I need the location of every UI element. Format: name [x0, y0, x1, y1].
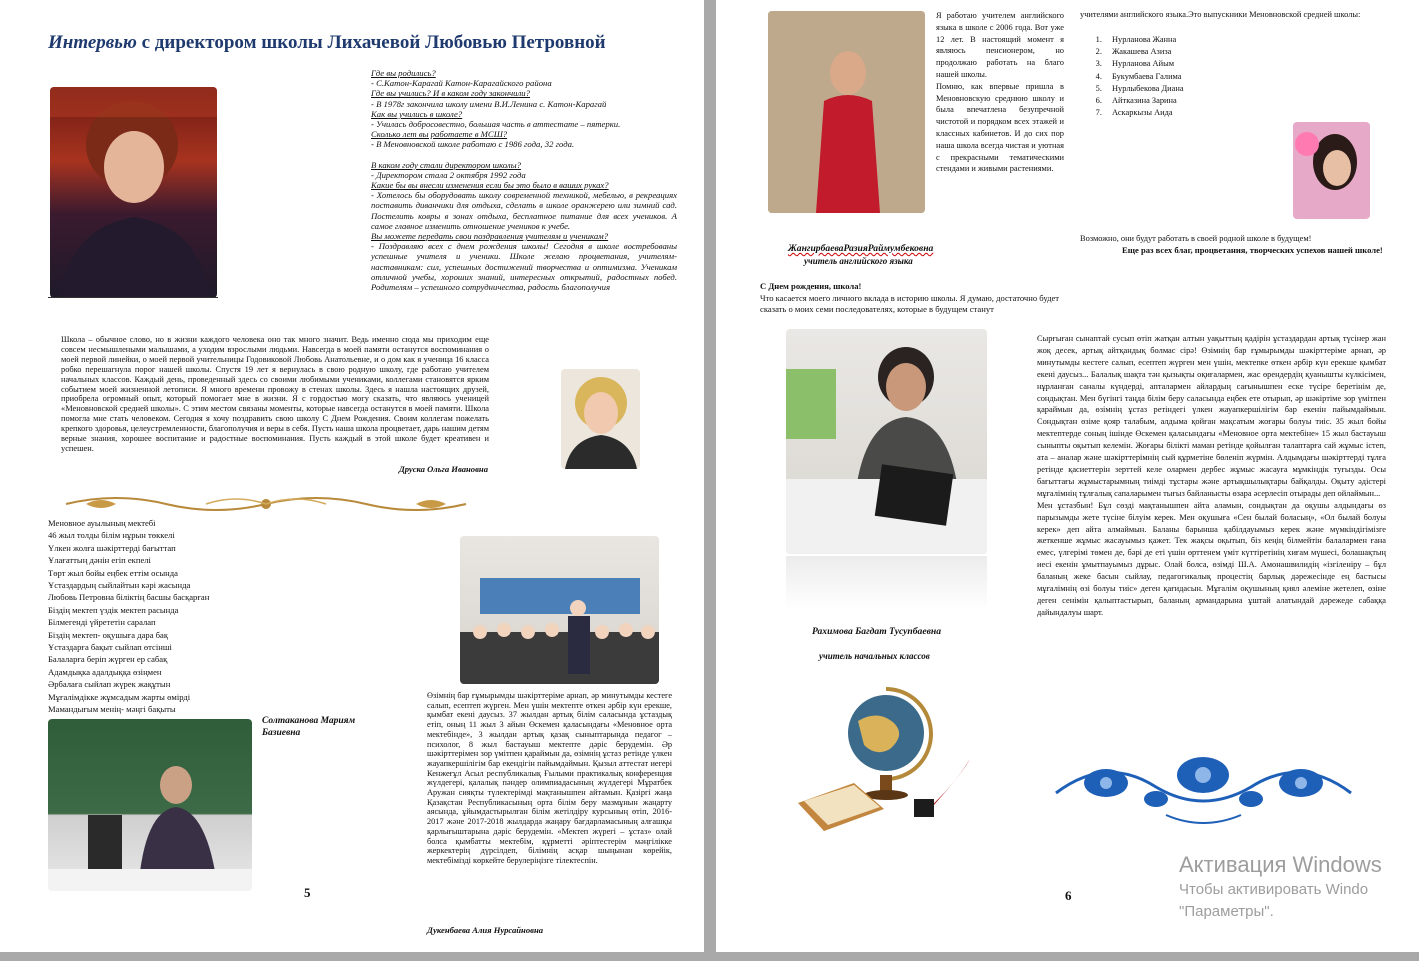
soltakanova-name: Солтаканова Мариям — [262, 716, 356, 726]
poem-line: Ұстаздарға бақыт сыйлап өтсінші — [48, 642, 172, 653]
primary-teacher-role: учитель начальных классов — [819, 651, 930, 661]
poem-line: Ұлағаттың дәнін егіп екпелі — [48, 555, 151, 566]
interview-answer: - В Меновновской школе работаю с 1986 года, 32 года. — [371, 139, 575, 150]
page-number-5: 5 — [304, 885, 311, 900]
interview-answer: - С.Катон-Карагай Катон-Карагайского района — [371, 78, 552, 89]
students-intro: учителями английского языка.Это выпускники Меновновской средней школы: — [1080, 10, 1361, 19]
interview-question: Где вы учились? И в каком году закончили? — [371, 88, 530, 99]
interview-question: Где вы родились? — [371, 68, 436, 78]
interview-answer: - Поздравляю всех с днем рождения школы! Сегодня в школе востребованы успешные учителя и ученики. Школе желаю процветания, учителям-наставникам: сил, успешных достижений творчества и оптимизма. Ученикам отличной учебы, хороших знаний, интересных открытий, радостных побед. Родителям – успешного сотрудничества, радость благополучия — [371, 241, 677, 293]
student-item: 2. Жакашева Азиза — [1104, 46, 1300, 58]
students-group-icon — [460, 536, 659, 684]
poem-line: Меновное ауылының мектебі — [48, 518, 156, 528]
interview-answer: - Хотелось бы оборудовать школу современной техникой, мебелью, в рекреациях поставить диванчики для отдыха, сделать в школе оранжерею или зимний сад. Постелить ковры в зонах отдыха, бесплатное питание для всех учеников. А самое главное изменить отношение учеников к учебе. — [371, 190, 677, 231]
graduate-photo — [1293, 122, 1370, 219]
wish-text: Еще раз всех благ, процветания, творческих успехов нашей школе! — [1122, 245, 1383, 255]
interview-question: Какие бы вы внесли изменения если бы это было в ваших руках? — [371, 180, 609, 191]
student-item: 5. Нурлыбекова Диана — [1104, 83, 1300, 95]
interview-title-rest: с директором школы Лихачевой Любовью Петровной — [136, 32, 606, 53]
activation-title: Активация Windows — [1179, 852, 1382, 877]
poem-line: Мұғалімдікке жұмсадым жарты өмірді — [48, 691, 191, 702]
photo-reflection — [786, 556, 987, 610]
english-teacher-role: учитель английского языка — [804, 256, 913, 266]
interview-question: Как вы учились в школе? — [371, 108, 463, 119]
student-item: 6. Айтказина Зарина — [1104, 95, 1300, 107]
graduate-portrait-icon — [1293, 122, 1370, 219]
interview-question: Вы можете передать свои поздравления учителям и ученикам? — [371, 231, 609, 242]
contribution-text: Что касается моего личного вклада в историю школы. Я думаю, достаточно будет сказать о моих семи последователях, которые в будущем станут — [760, 293, 1060, 315]
english-teacher-name: ЖангирбаеваРазияРаймумбековна — [788, 243, 934, 254]
poem-line: Мамандығым менің- мәңгі бақыты — [48, 704, 176, 715]
druska-essay: Школа – обычное слово, но в жизни каждого человека оно так много значит. Ведь именно сюда мы приходим еще совсем несмышлеными малышами, а уходим взрослыми людьми. Навсегда в моей памяти останутся воспоминания о моей первой линейки, о моей первой учительницы Годовиковой Любовь Анатольевне, и о дом как я ученица 16 класса робко перешагнула порог нашей школы. Спустя 19 лет я вернулась в свою родную школу, где работаю учителем начальных классов. Каждый день, проведенный здесь со своими любимыми учениками, коллегами становятся ярким событием моей жизненной летописи. Я много времени провожу в стенах школы. Здесь я нашла настоящих друзей, приобрела огромный опыт, который помогает мне в жизни. Я с гордостью могу сказать, что являюсь ученицей «Меновновской средней школы». С этим местом связаны моменты, которые навсегда останутся в моей памяти. Школа помогла мне стать человеком. Сегодня я хочу поздравить свою школу С Днем Рождения. Своим коллегам пожелать крепкого здоровья, целеустремленности, благополучия и веры в себя. Пусть наша школа процветает, дарь нашим детям верные знания, хорошее воспитание и радостные воспоминания. Пусть каждый в этой школе будет креативен и успешен. — [61, 335, 489, 453]
activation-line1: Чтобы активировать Windo — [1179, 881, 1369, 898]
gzhel-ornament-icon — [1046, 735, 1361, 835]
english-teacher-portrait-icon — [768, 11, 925, 213]
primary-teacher-photo — [786, 329, 987, 554]
poem-line: Білмегенді үйрететін саралап — [48, 617, 156, 628]
student-item: 3. Нурланова Айым — [1104, 58, 1300, 70]
student-item: 7. Аскаркызы Аида — [1104, 107, 1300, 119]
interview-question: В каком году стали директором школы? — [371, 159, 521, 170]
activation-line2: "Параметры". — [1179, 903, 1274, 920]
page-5 — [0, 0, 704, 952]
page-6 — [716, 0, 1419, 952]
students-list — [1080, 34, 1300, 119]
windows-activation-watermark — [1179, 851, 1419, 923]
soltakanova-portrait-icon — [48, 719, 252, 891]
poem-line: Любовь Петровна біліктің басшы басқарған — [48, 592, 210, 603]
poem-line: 46 жыл толды білім нұрын төккелі — [48, 530, 175, 541]
globe-books-icon — [794, 675, 974, 835]
interview-answer: - Училась добросовестно, большая часть в аттестате – пятерки. — [371, 119, 621, 130]
birthday-heading: С Днем рождения, школа! — [760, 281, 862, 291]
interview-qa — [371, 68, 677, 292]
poem-line: Әрбалаға сыйлап жүрек жақұтын — [48, 679, 171, 690]
kz-essay-left: Өзімнің бар ғұмырымды шәкірттеріме арнап, әр минутымды кестеге салып, есептеп жүрген. Мен үшін мектепте өткен әрбір күн ерекше, қымбат екені даусыз. 37 жылдан артық білім саласында ұстаздық етіп, оның 11 жыл 3 айын Өскемен қаласындағы «Меновное орта мектебінде», 3 жылдан артық қазақ сыныптарында педагог – психолог, 8 жыл бастауыш мектепте дәріс берудемін. Әр шәкірттерімен зор үмітпен қараймын да, өзімнің ұстаз ретінде үлкен жауапкершілігім бар екендігін пайымдаймын. Қызыл аттестат иегері Кенжеғұл Асыл республикалық Ғылыми практикалық конференция жүлдегері, қалалық пәндер олимпиадасының жүлдегері Мұратбек Аружан сияқты түлектерімді мақтанышпен айтамын. Қазіргі жаңа Қазақстан Республикасының орта білім беру мазмұнын жаңарту аясында, ұйымдастырылған білім жетілдіру курсының өтіп, 2016-2017 және 2017-2018 жылдарда жаңару бағдарламасының алғашқы қарлығыштарына дәріс берудемін. «Мектеп жүрегі – ұстаз» олай болса қымбатты мектебім, құрметті әріптестерім мәңгілікке жеркектерің дүрсілдеп, білімнің асқар шыңынан көрейік, мектебімізді көркейте берулеріңізге тілектеспін. — [427, 691, 672, 865]
director-photo — [50, 87, 217, 298]
student-item: 4. Букумбаева Галима — [1104, 71, 1300, 83]
poem-line: Ұстаздардың сыйлайтын кәрі жасында — [48, 580, 191, 591]
primary-teacher-name: Рахимова Багдат Тусупбаевна — [812, 626, 941, 637]
soltakanova-patronymic: Базиевна — [262, 728, 301, 738]
poem-line: Балаларға беріп жүрген ер сабақ — [48, 654, 168, 665]
english-teacher-photo — [768, 11, 925, 213]
dukenbaeva-signature: Дукенбаева Алия Нурсайновна — [427, 925, 544, 935]
soltakanova-photo — [48, 719, 252, 891]
poem — [48, 517, 308, 716]
interview-answer: - Директором стала 2 октября 1992 года — [371, 169, 526, 180]
interview-answer: - В 1978г закончила школу имени В.И.Ленина с. Катон-Карагай — [371, 98, 607, 109]
interview-title — [48, 32, 698, 54]
page-number-6: 6 — [1065, 888, 1072, 903]
director-portrait-icon — [50, 87, 217, 298]
poem-line: Біздің мектеп үздік мектеп расында — [48, 604, 179, 615]
interview-title-italic: Интервью — [48, 32, 137, 53]
photo-rule — [48, 297, 218, 298]
maybe-text: Возможно, они будут работать в своей родной школе в будущем! — [1080, 234, 1312, 243]
kz-essay-right: Сырғыған сынаптай сусып өтіп жатқан алтын уақыттың қадірін ұстаздардан артық түсінер жан жоқ десек, артық айтқандық болмас сірә! Өзімнің бар ғұмырымды шәкірттеріме арнап, әр минутымды кестеге салып, есептеп жүрген мен үшін, мектепке өткен әрбір күн ерекше қымбат екені даусыз... Балалық шақта тән қызықты оқиғалармен, жас өрендердің қуанышты күлкісімен, нұрланған саналы күндерді, апталармен айлардың сағынышпен еске түсіре беретінім де, сондықтан. Мен бүгінгі таңда білім беру саласында еңбек ете отырып, әр шәкіртіме зор үмітпен қараймын да, өзімнің ұстаз ретіндегі үлкен жауапкершілігім бар екенін пайымдаймын. Сондықтан өзіме қояр талабым, алдыма қойған мақсатым жоғары болуы тиіс. 35 жыл бойы мектептерде соның ішінде Өскемен қаласындағы «Меновное орта мектебіне» 15 жыл бастауыш сыныпты оқытып келемін. Жоғары білікті маман ретінде қойылған талаптарға сай жұмыс істеп, ата – аналар және шәкірттерімнің сый құрметіне бөленіп жүрмін. Алдымдағы шәкірттерді тұлға ретінде қасиеттерін зерттей келе олармен дербес жұмыс жасауға мұмкіндік туғызды. Осы бағыттағы жұмыстарымның тиімді тұстары және артықшылықтары байқалды. Оқыту әдістері мұғалімнің тұлғалық сапаларымен тығыз байланысты өзара әсерлесіп отырады деп ойлаймын... Мен ұстазбын! Бұл сөзді мақтанышпен айта аламын, сондықтан да оқушы алдындағы өз парызымды жете түсіне білуім керек. Мен оқушыға «Сен былай боласың», «Ол былай болуы керек» деп айта алмаймын. Баланы барынша қабілдауымыз керек және мүмкіндігімізге жеткенше жұмыс жасауымыз қажет. Тек жақсы оқытып, біз кеңің білмейтін балалармен ғана емес, үлгерімі төмен де, бәрі де еті үшін өрттенем үміт күттіретінің хиғам мүшесі, болашақтың иесі екенін ұмытпауымыз дұрыс. Олай болса, өзімді Ш.А. Амонашвилидің «ізгіленіру – бұл баланың жеке басын сыйлау, педагогикалық процестің барлық дәрежесінде ең бастысы мұғалімнің өзі болуы тиіс» деген қағидасын. Мұғалім оқушының қиял әлеміне жетелеп, өзіне деген сенімін қалыптастырып, баланың армандарына ұштай алатындай дәрежеде сабаққа дайындалуы шарт. — [1037, 334, 1386, 617]
poem-line: Үлкен жолға шәкірттерді бағыттап — [48, 542, 176, 553]
druska-photo — [561, 369, 640, 469]
soltakanova-signature — [262, 715, 355, 739]
poem-line: Біздің мектеп- оқушыға дара бақ — [48, 629, 169, 640]
poem-line: Адамдықка адалдыққа өзіңмен — [48, 666, 162, 677]
poem-line: Төрт жыл бойы еңбек еттім осында — [48, 567, 178, 578]
ornament-divider-icon — [56, 492, 476, 516]
interview-question: Сколько лет вы работаете в МСШ? — [371, 129, 508, 140]
druska-portrait-icon — [561, 369, 640, 469]
english-teacher-essay: Я работаю учителем английского языка в школе с 2006 года. Вот уже 12 лет. В настоящий момент я являюсь пенсионером, но продолжаю работать на благо нашей школы. Помню, как впервые пришла в Меновновскую среднюю школу и была впечатлена безупречной чистотой и порядком всех этажей и классных кабинетов. И до сих пор наша школа всегда чистая и уютная с прекрасными тематическими стендами и живыми растениями. — [936, 11, 1064, 174]
students-photo — [460, 536, 659, 684]
druska-signature: Друска Ольга Ивановна — [398, 464, 488, 474]
primary-teacher-portrait-icon — [786, 329, 987, 554]
student-item: 1. Нурланова Жанна — [1104, 34, 1300, 46]
